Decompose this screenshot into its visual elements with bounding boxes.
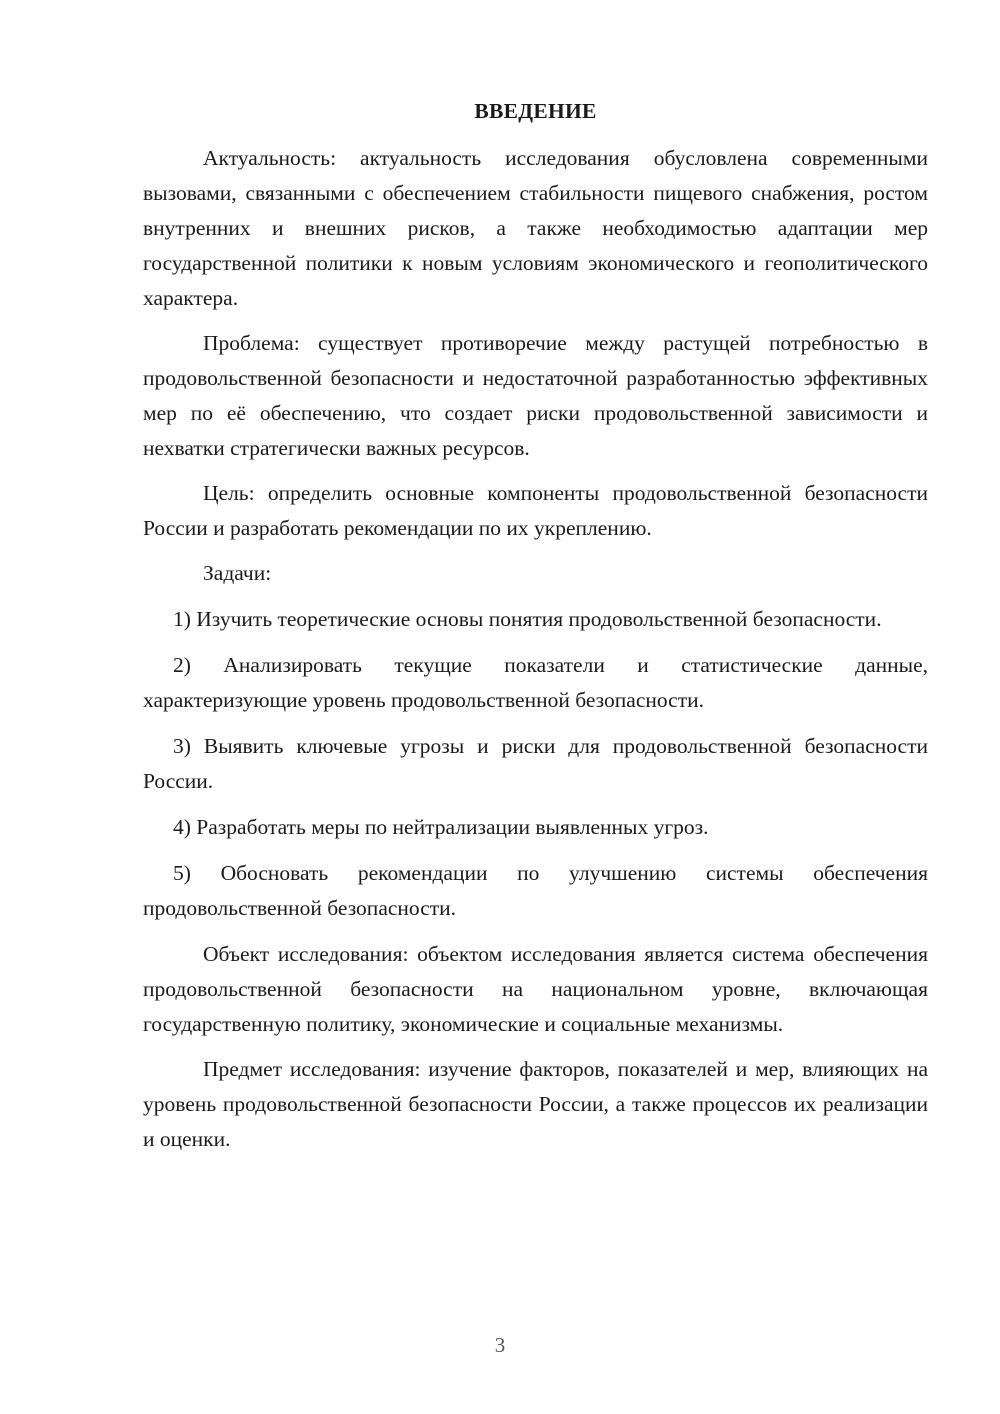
task-item: 3) Выявить ключевые угрозы и риски для продовольственной безопасности России. — [143, 734, 928, 793]
tasks-label: Задачи: — [203, 561, 272, 585]
problem-paragraph: Проблема: существует противоречие между растущей потребностью в продовольственной безопасности и недостаточной разработанностью эффективных мер по её обеспечению, что создает риски продовольственной зависимости и нехватки стратегически важных ресурсов. — [143, 331, 928, 460]
task-item: 5) Обосновать рекомендации по улучшению системы обеспечения продовольственной безопасности. — [143, 861, 928, 920]
object-paragraph: Объект исследования: объектом исследования является система обеспечения продовольственной безопасности на национальном уровне, включающая государственную политику, экономические и социальные механизмы. — [143, 942, 928, 1036]
task-item: 4) Разработать меры по нейтрализации выявленных угроз. — [173, 815, 709, 839]
goal-paragraph: Цель: определить основные компоненты продовольственной безопасности России и разработать рекомендации по их укреплению. — [143, 481, 928, 540]
page-number: 3 — [494, 1333, 506, 1357]
subject-paragraph: Предмет исследования: изучение факторов, показателей и мер, влияющих на уровень продовольственной безопасности России, а также процессов их реализации и оценки. — [143, 1057, 928, 1151]
task-item: 2) Анализировать текущие показатели и статистические данные, характеризующие уровень продовольственной безопасности. — [143, 653, 928, 712]
relevance-paragraph: Актуальность: актуальность исследования обусловлена современными вызовами, связанными с обеспечением стабильности пищевого снабжения, ростом внутренних и внешних рисков, а также необходимостью адаптации мер государственной политики к новым условиям экономического и геополитического характера. — [143, 146, 928, 310]
document-body — [143, 94, 928, 1167]
page-title: ВВЕДЕНИЕ — [474, 99, 597, 123]
task-item: 1) Изучить теоретические основы понятия продовольственной безопасности. — [173, 607, 882, 631]
